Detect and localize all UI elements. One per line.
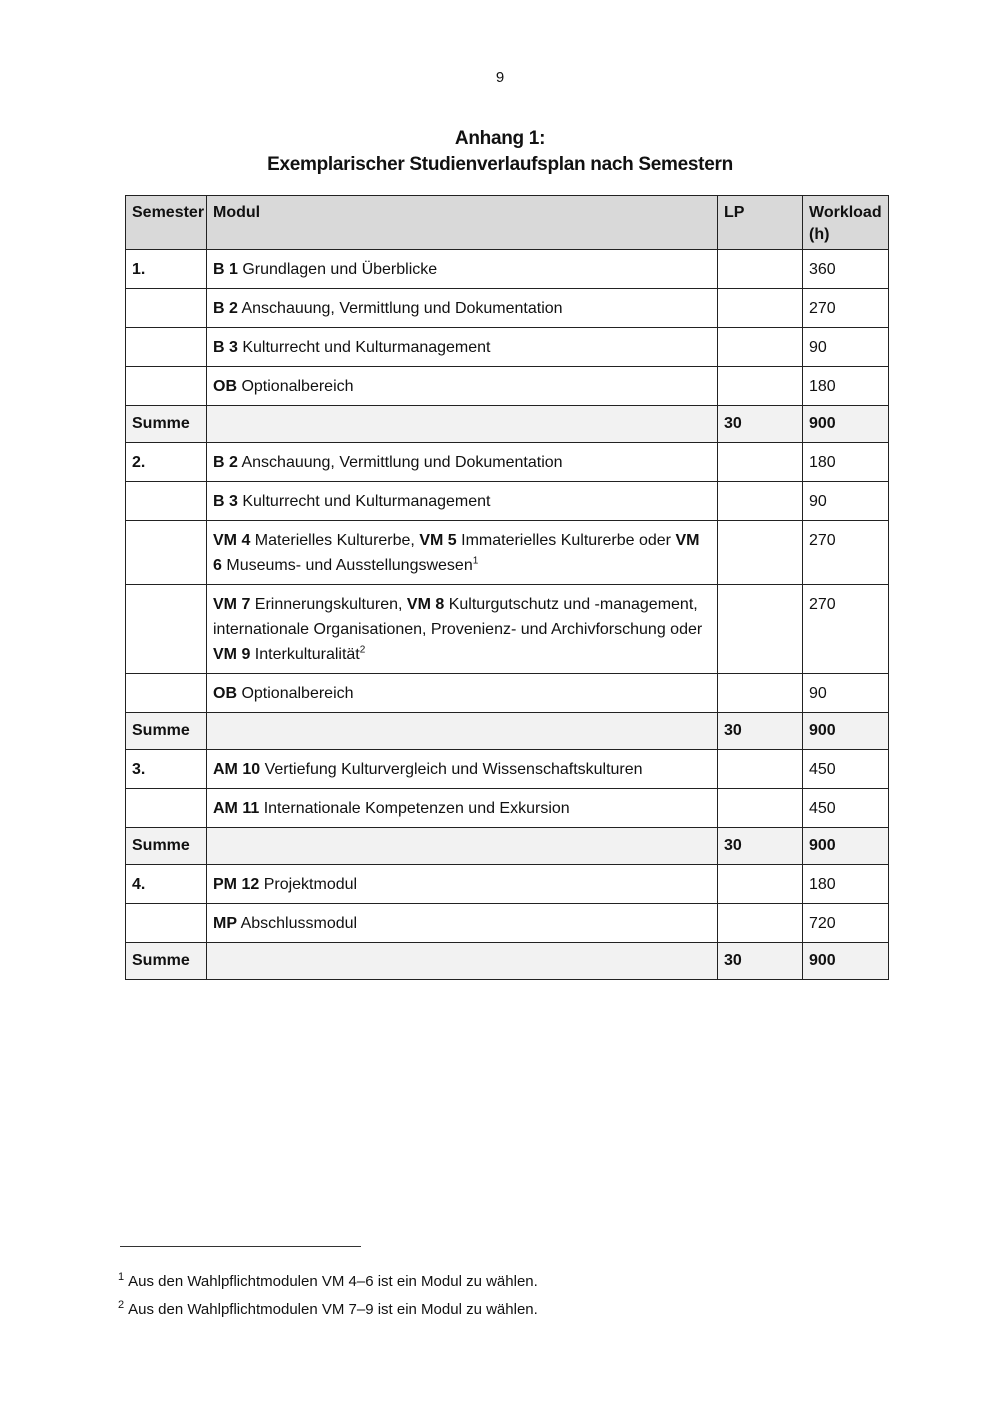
lp-cell: [718, 674, 803, 713]
sum-label: Summe: [126, 713, 207, 750]
table-row: [126, 750, 889, 789]
table-row: [126, 789, 889, 828]
module-name: Vertiefung Kulturvergleich und Wissenschaftskulturen: [264, 761, 643, 778]
module-code: VM 6: [213, 532, 700, 574]
workload-cell: 90: [803, 482, 889, 521]
table-row: [126, 250, 889, 289]
workload-cell: 270: [803, 521, 889, 585]
sum-module-cell: [207, 406, 718, 443]
module-name: Anschauung, Vermittlung und Dokumentation: [241, 454, 563, 471]
semester-cell: [126, 482, 207, 521]
sum-module-cell: [207, 713, 718, 750]
footnote-ref: 2: [359, 644, 366, 656]
module-code: MP: [213, 915, 237, 932]
lp-cell: [718, 289, 803, 328]
title-line-2: Exemplarischer Studienverlaufsplan nach Semestern: [267, 154, 733, 175]
module-code: B 2: [213, 300, 238, 317]
study-plan-table: [125, 195, 889, 980]
module-name: Immaterielles Kulturerbe oder: [461, 532, 671, 549]
module-name: Erinnerungskulturen,: [254, 596, 403, 613]
sum-row: [126, 406, 889, 443]
sum-workload: 900: [803, 713, 889, 750]
sum-label: Summe: [126, 943, 207, 980]
sum-lp: 30: [718, 943, 803, 980]
workload-cell: 270: [803, 289, 889, 328]
lp-cell: [718, 443, 803, 482]
module-cell: [207, 750, 718, 789]
header-modul: Modul: [207, 196, 718, 250]
page-number: 9: [495, 69, 505, 86]
module-code: B 2: [213, 454, 238, 471]
semester-cell: 1.: [126, 250, 207, 289]
table-row: [126, 328, 889, 367]
module-name: Materielles Kulturerbe,: [254, 532, 415, 549]
lp-cell: [718, 250, 803, 289]
table-row: [126, 367, 889, 406]
sum-label: Summe: [126, 828, 207, 865]
module-name: Abschlussmodul: [240, 915, 358, 932]
semester-cell: [126, 674, 207, 713]
module-name: Grundlagen und Überblicke: [242, 261, 438, 278]
module-cell: [207, 250, 718, 289]
lp-cell: [718, 904, 803, 943]
table-row: [126, 865, 889, 904]
module-name: Projektmodul: [263, 876, 358, 893]
module-name: Kulturrecht und Kulturmanagement: [242, 493, 491, 510]
module-cell: [207, 443, 718, 482]
header-workload: [803, 196, 889, 250]
sum-lp: 30: [718, 828, 803, 865]
semester-cell: 3.: [126, 750, 207, 789]
module-cell: [207, 789, 718, 828]
workload-cell: 180: [803, 367, 889, 406]
header-semester: Semester: [126, 196, 207, 250]
title-line-1: Anhang 1:: [454, 128, 546, 149]
semester-cell: [126, 789, 207, 828]
workload-cell: 720: [803, 904, 889, 943]
module-code: PM 12: [213, 876, 260, 893]
table-row: [126, 904, 889, 943]
module-cell: [207, 521, 718, 585]
table-row: [126, 443, 889, 482]
module-code: B 3: [213, 339, 238, 356]
semester-cell: [126, 521, 207, 585]
footnote-divider: [120, 1246, 361, 1247]
module-code: OB: [213, 685, 237, 702]
module-code: VM 9: [213, 646, 251, 663]
workload-cell: 270: [803, 585, 889, 674]
header-workload-unit: (h): [809, 226, 830, 243]
workload-cell: 450: [803, 750, 889, 789]
module-cell: [207, 482, 718, 521]
sum-workload: 900: [803, 943, 889, 980]
semester-cell: [126, 585, 207, 674]
module-cell: [207, 328, 718, 367]
module-code: VM 7: [213, 596, 251, 613]
semester-cell: 2.: [126, 443, 207, 482]
footnote-text: Aus den Wahlpflichtmodulen VM 7–9 ist ein Modul zu wählen.: [128, 1301, 538, 1318]
workload-cell: 450: [803, 789, 889, 828]
lp-cell: [718, 789, 803, 828]
lp-cell: [718, 750, 803, 789]
table-row: [126, 674, 889, 713]
sum-module-cell: [207, 943, 718, 980]
module-code: VM 8: [406, 596, 445, 613]
sum-lp: 30: [718, 713, 803, 750]
workload-cell: 180: [803, 865, 889, 904]
footnote-mark: 1: [118, 1271, 125, 1283]
footnote-1: [118, 1268, 538, 1296]
module-name: Interkulturalität: [254, 646, 360, 663]
lp-cell: [718, 585, 803, 674]
module-cell: [207, 367, 718, 406]
table-row: [126, 482, 889, 521]
header-lp: LP: [718, 196, 803, 250]
workload-cell: 360: [803, 250, 889, 289]
sum-row: [126, 943, 889, 980]
page-title: [0, 126, 1000, 178]
lp-cell: [718, 482, 803, 521]
sum-workload: 900: [803, 406, 889, 443]
module-name: Kulturrecht und Kulturmanagement: [242, 339, 491, 356]
module-cell: [207, 674, 718, 713]
table-row: [126, 585, 889, 674]
module-cell: [207, 904, 718, 943]
sum-workload: 900: [803, 828, 889, 865]
table-header-row: [126, 196, 889, 250]
lp-cell: [718, 328, 803, 367]
lp-cell: [718, 367, 803, 406]
semester-cell: 4.: [126, 865, 207, 904]
module-code: AM 11: [213, 800, 260, 817]
module-cell: [207, 585, 718, 674]
module-code: AM 10: [213, 761, 261, 778]
sum-label: Summe: [126, 406, 207, 443]
semester-cell: [126, 904, 207, 943]
module-code: OB: [213, 378, 237, 395]
footnote-ref: 1: [472, 555, 479, 567]
workload-cell: 90: [803, 328, 889, 367]
sum-row: [126, 828, 889, 865]
module-name: Anschauung, Vermittlung und Dokumentation: [241, 300, 563, 317]
module-code: B 1: [213, 261, 238, 278]
footnote-mark: 2: [118, 1299, 125, 1311]
sum-module-cell: [207, 828, 718, 865]
table-row: [126, 289, 889, 328]
module-cell: [207, 289, 718, 328]
semester-cell: [126, 367, 207, 406]
sum-lp: 30: [718, 406, 803, 443]
footnotes: [118, 1268, 538, 1324]
module-code: VM 4: [213, 532, 251, 549]
module-name: Museums- und Ausstellungswesen: [226, 557, 473, 574]
semester-cell: [126, 328, 207, 367]
module-code: B 3: [213, 493, 238, 510]
module-name: Kulturgutschutz und -management, internationale Organisationen, Provenienz- und Archivforschung oder: [213, 596, 703, 638]
semester-cell: [126, 289, 207, 328]
sum-row: [126, 713, 889, 750]
module-name: Internationale Kompetenzen und Exkursion: [263, 800, 570, 817]
module-cell: [207, 865, 718, 904]
table-row: [126, 521, 889, 585]
module-code: VM 5: [419, 532, 457, 549]
lp-cell: [718, 521, 803, 585]
footnote-2: [118, 1296, 538, 1324]
lp-cell: [718, 865, 803, 904]
workload-cell: 180: [803, 443, 889, 482]
workload-cell: 90: [803, 674, 889, 713]
header-workload-label: Workload: [809, 204, 882, 221]
footnote-text: Aus den Wahlpflichtmodulen VM 4–6 ist ein Modul zu wählen.: [128, 1273, 538, 1290]
module-name: Optionalbereich: [241, 378, 354, 395]
module-name: Optionalbereich: [241, 685, 354, 702]
